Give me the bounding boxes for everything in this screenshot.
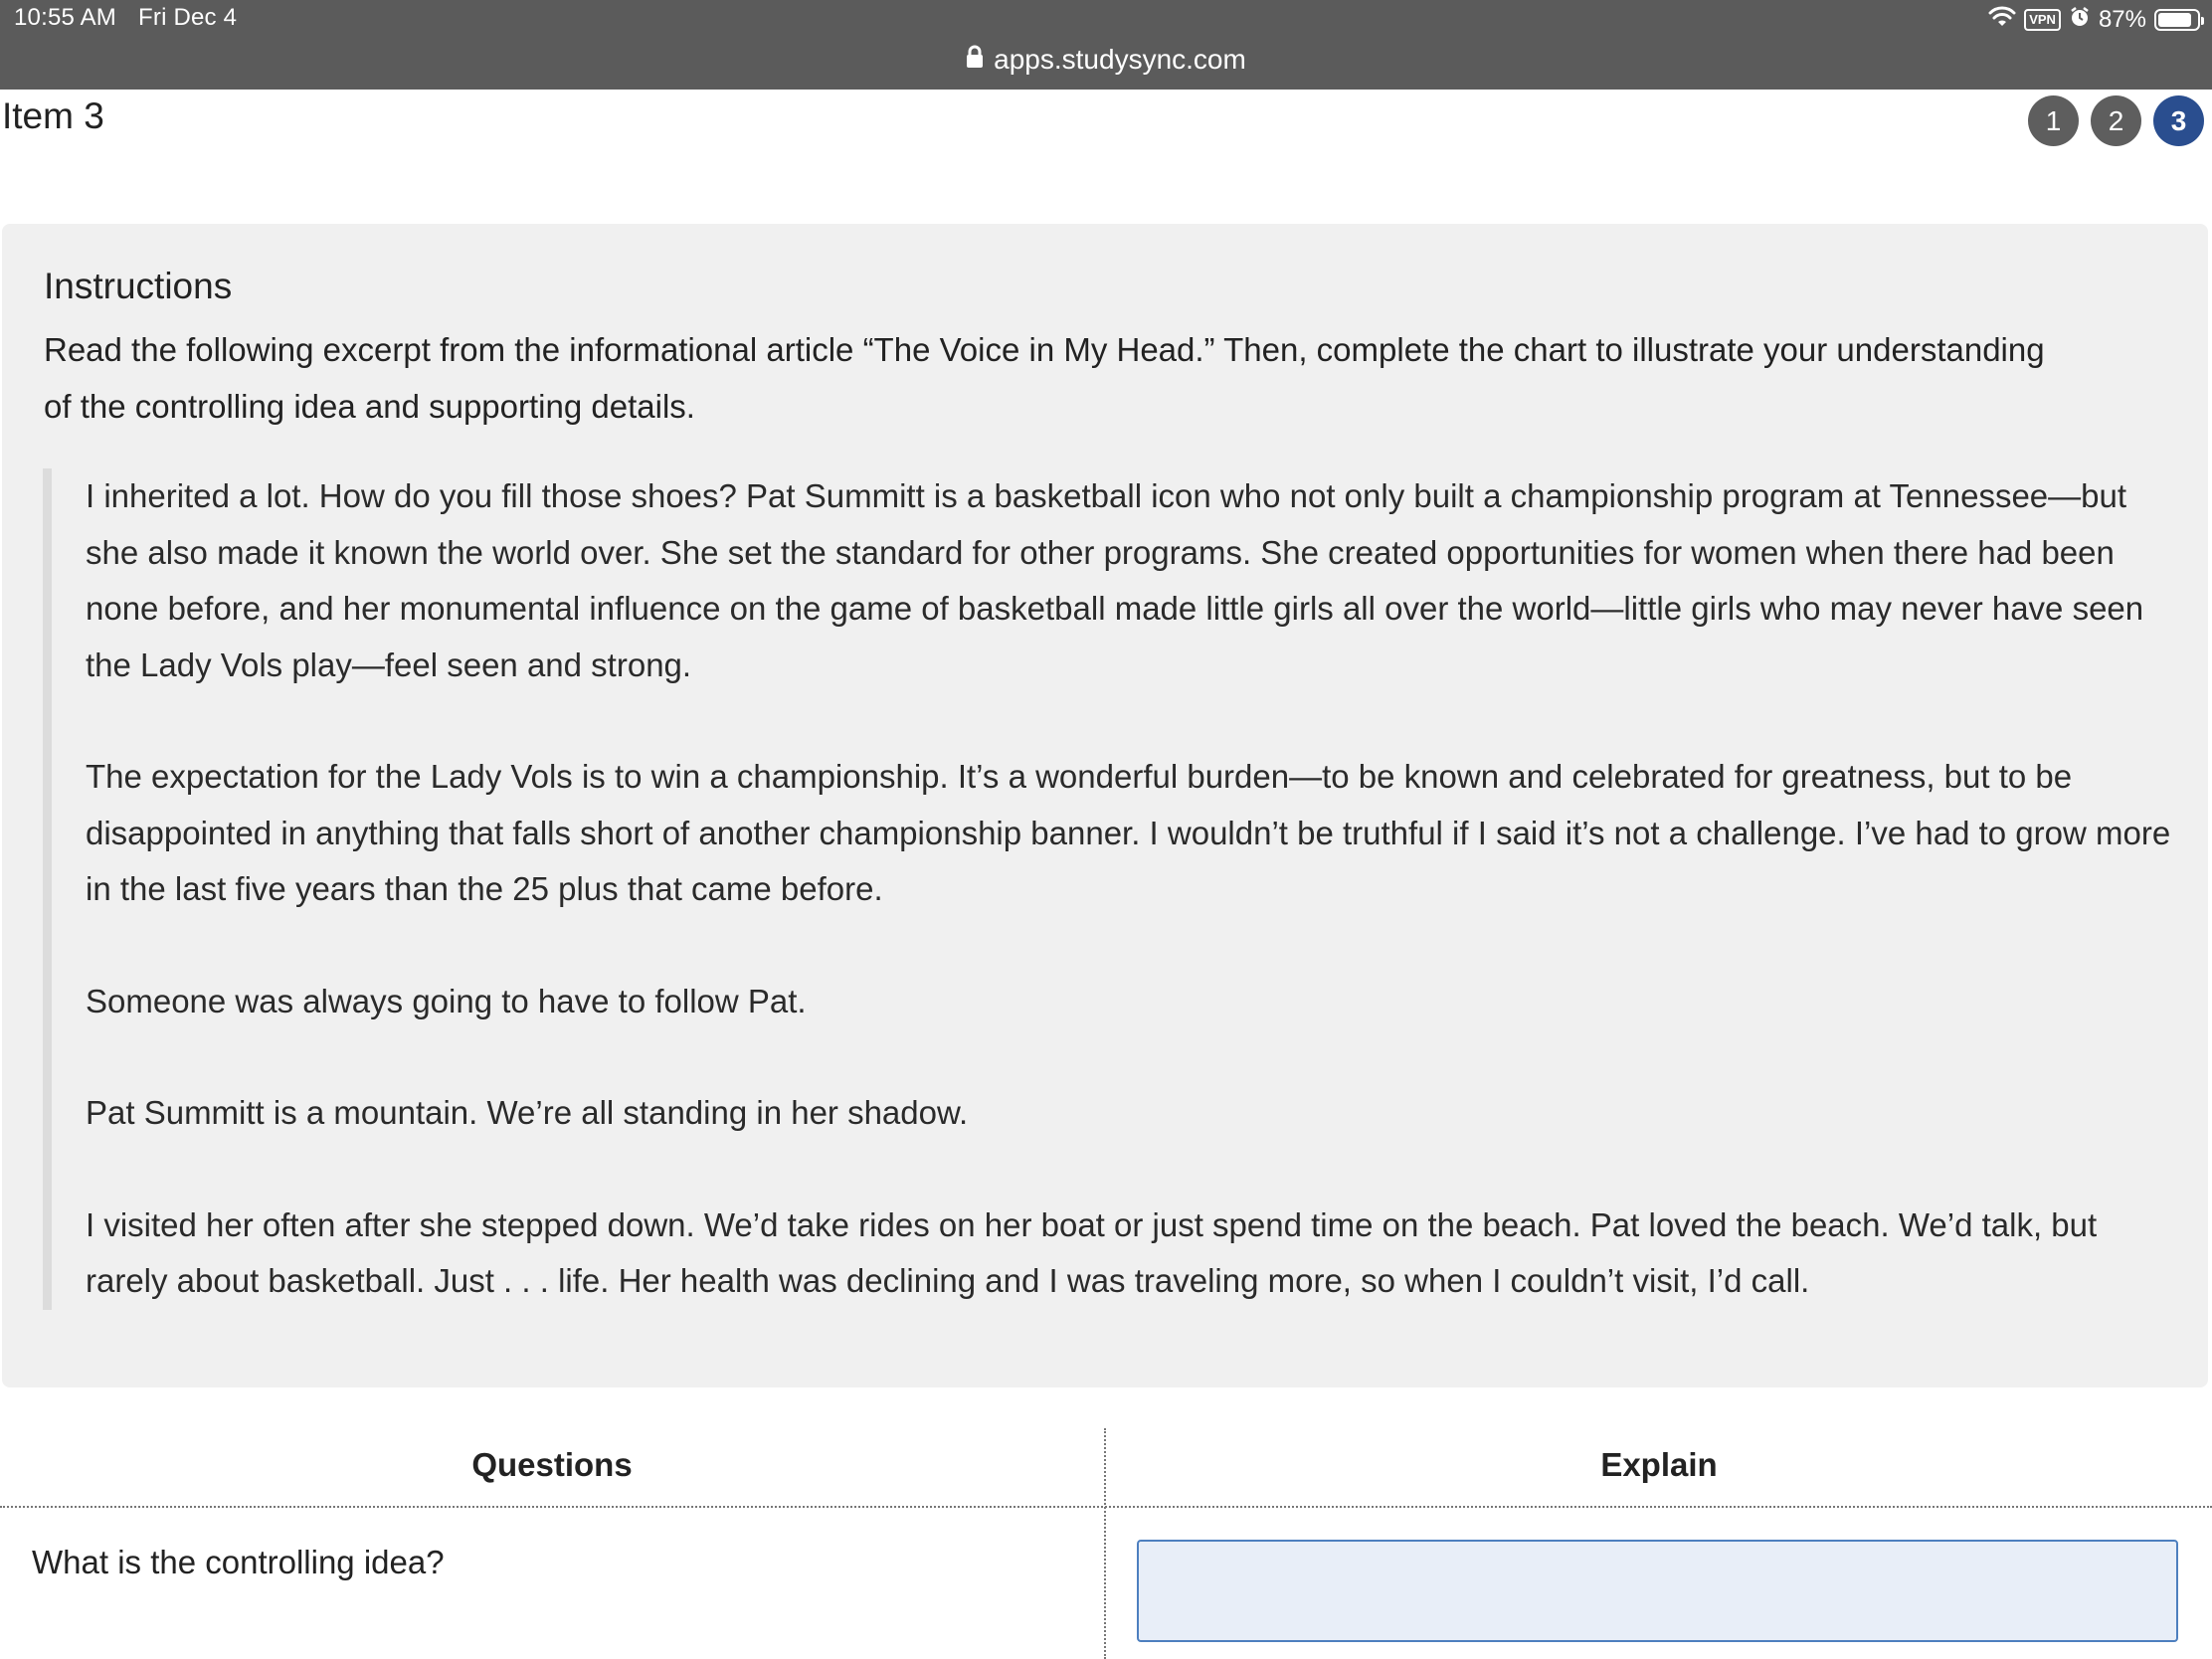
instructions-heading: Instructions <box>44 266 233 306</box>
wifi-icon <box>1988 6 2016 35</box>
excerpt-paragraph: I visited her often after she stepped down. We’d take rides on her boat or just spend time on the beach. Pat loved the beach. We’d talk, but rarely about basketball. Just . . . life. Her health was declining and I was traveling more, so when I couldn’t visit, I’d call. <box>86 1205 2098 1299</box>
page-button-1[interactable]: 1 <box>2028 95 2079 146</box>
chart-table <box>0 1428 2212 1659</box>
status-time: 10:55 AM <box>14 4 117 31</box>
status-indicators <box>1988 4 2200 36</box>
explain-answer-input[interactable] <box>1137 1540 2178 1642</box>
browser-top-bar <box>0 0 2212 90</box>
status-date: Fri Dec 4 <box>138 4 238 31</box>
excerpt-blockquote <box>43 468 2181 1310</box>
page-button-2[interactable]: 2 <box>2091 95 2141 146</box>
column-divider <box>1104 1428 1106 1659</box>
excerpt-paragraph: I inherited a lot. How do you fill those shoes? Pat Summitt is a basketball icon who not only built a championship program at Tennessee—but she also made it known the world over. She set the standard for other programs. She created opportunities for women when there had been none before, and her monumental influence on the game of basketball made little girls all over the world—little girls who may never have seen the Lady Vols play—feel seen and strong. <box>86 477 2144 683</box>
question-controlling-idea: What is the controlling idea? <box>32 1544 445 1580</box>
page-button-3[interactable]: 3 <box>2153 95 2204 146</box>
column-header-explain: Explain <box>1600 1446 1718 1483</box>
instructions-panel <box>2 224 2208 1387</box>
excerpt-paragraph: The expectation for the Lady Vols is to win a championship. It’s a wonderful burden—to be known and celebrated for greatness, but to be disappointed in anything that falls short of another championship banner. I wouldn’t be truthful if I said it’s not a challenge. I’ve had to grow more in the last five years than the 25 plus that came before. <box>86 758 2171 907</box>
address-bar[interactable] <box>0 42 2212 78</box>
alarm-clock-icon <box>2069 6 2091 35</box>
battery-percent: 87% <box>2098 6 2146 33</box>
header-divider <box>0 1506 2212 1508</box>
url-text: apps.studysync.com <box>994 44 1246 75</box>
battery-level <box>2158 13 2191 27</box>
excerpt-paragraph: Someone was always going to have to follow Pat. <box>86 982 807 1019</box>
item-title: Item 3 <box>2 95 104 136</box>
vpn-badge: VPN <box>2024 9 2061 31</box>
column-header-questions: Questions <box>471 1446 633 1483</box>
lock-icon <box>966 44 984 76</box>
instructions-text: Read the following excerpt from the informational article “The Voice in My Head.” Then, complete the chart to illustrate your understanding of the controlling idea and supporting details. <box>44 331 2045 425</box>
battery-icon <box>2154 9 2200 31</box>
excerpt-paragraph: Pat Summitt is a mountain. We’re all standing in her shadow. <box>86 1094 969 1131</box>
status-time-date <box>14 4 237 32</box>
item-pager <box>2028 95 2204 146</box>
